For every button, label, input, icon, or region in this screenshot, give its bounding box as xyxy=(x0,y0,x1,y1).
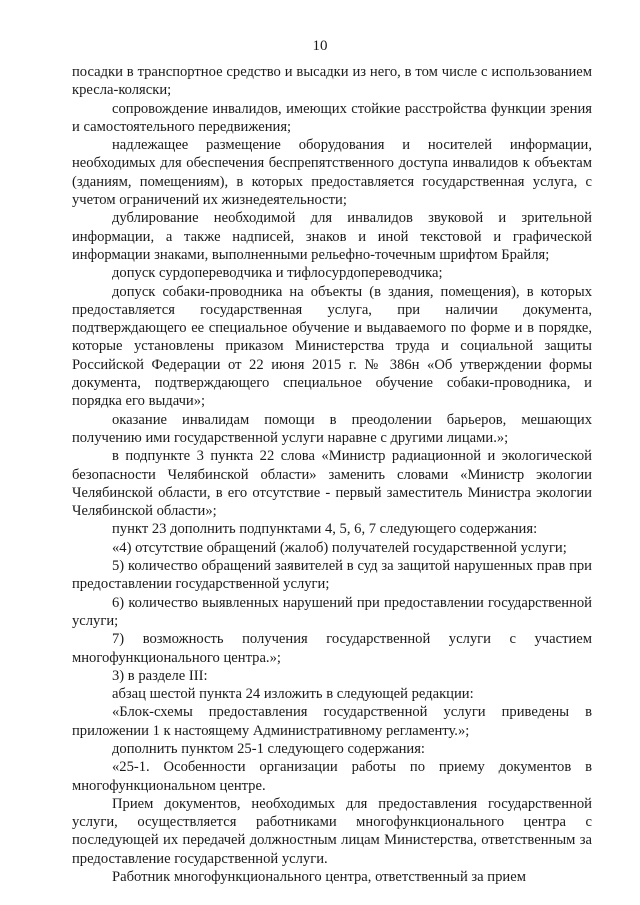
paragraph: «25-1. Особенности организации работы по приему документов в многофункциональном центре. xyxy=(72,759,592,794)
paragraph: Прием документов, необходимых для предоставления государственной услуги, осуществляется работниками многофункционального центра с последующей их передачей должностным лицам Министерства, ответственным за предоставление государственной услуги. xyxy=(72,795,592,867)
paragraph: дублирование необходимой для инвалидов звуковой и зрительной информации, а также надписей, знаков и иной текстовой и графической информации знаками, выполненными рельефно-точечным шрифтом Брайля; xyxy=(72,210,592,263)
page-number: 10 xyxy=(312,38,328,54)
document-body xyxy=(72,63,592,886)
paragraph: дополнить пунктом 25-1 следующего содержания: xyxy=(112,740,425,757)
paragraph: пункт 23 дополнить подпунктами 4, 5, 6, 7 следующего содержания: xyxy=(112,521,538,538)
paragraph: сопровождение инвалидов, имеющих стойкие расстройства функции зрения и самостоятельного передвижения; xyxy=(72,100,592,135)
paragraph: допуск собаки-проводника на объекты (в здания, помещения), в которых предоставляется государственная услуга, при наличии документа, подтверждающего ее специальное обучение и выдаваемого по форме и в порядке, которые установлены приказом Министерства труда и социальной защиты Российской Федерации от 22 июня 2015 г. № 386н «Об утверждении формы документа, подтверждающего специальное обучение собаки-проводника, и порядка его выдачи»; xyxy=(72,283,592,410)
paragraph: 5) количество обращений заявителей в суд за защитой нарушенных прав при предоставлении государственной услуги; xyxy=(72,558,592,593)
paragraph: 3) в разделе III: xyxy=(112,667,208,684)
paragraph: абзац шестой пункта 24 изложить в следующей редакции: xyxy=(112,686,474,703)
paragraph: оказание инвалидам помощи в преодолении барьеров, мешающих получению ими государственной услуги наравне с другими лицами.»; xyxy=(72,411,592,446)
paragraph: Работник многофункционального центра, ответственный за прием xyxy=(112,869,526,886)
paragraph: в подпункте 3 пункта 22 слова «Министр радиационной и экологической безопасности Челябинской области» заменить словами «Министр экологии Челябинской области, в его отсутствие - первый заместитель Министра экологии Челябинской области»; xyxy=(72,448,592,520)
paragraph: 6) количество выявленных нарушений при предоставлении государственной услуги; xyxy=(72,594,592,629)
paragraph: допуск сурдопереводчика и тифлосурдопереводчика; xyxy=(112,265,443,282)
paragraph: посадки в транспортное средство и высадки из него, в том числе с использованием кресла-коляски; xyxy=(72,64,592,99)
paragraph: «4) отсутствие обращений (жалоб) получателей государственной услуги; xyxy=(112,539,567,556)
paragraph: «Блок-схемы предоставления государственной услуги приведены в приложении 1 к настоящему Административному регламенту.»; xyxy=(72,704,592,739)
paragraph: 7) возможность получения государственной услуги с участием многофункционального центра.»; xyxy=(72,631,592,666)
paragraph: надлежащее размещение оборудования и носителей информации, необходимых для обеспечения беспрепятственного доступа инвалидов к объектам (зданиям, помещениям), в которых предоставляется государственная услуга, с учетом ограничений их жизнедеятельности; xyxy=(72,137,592,209)
